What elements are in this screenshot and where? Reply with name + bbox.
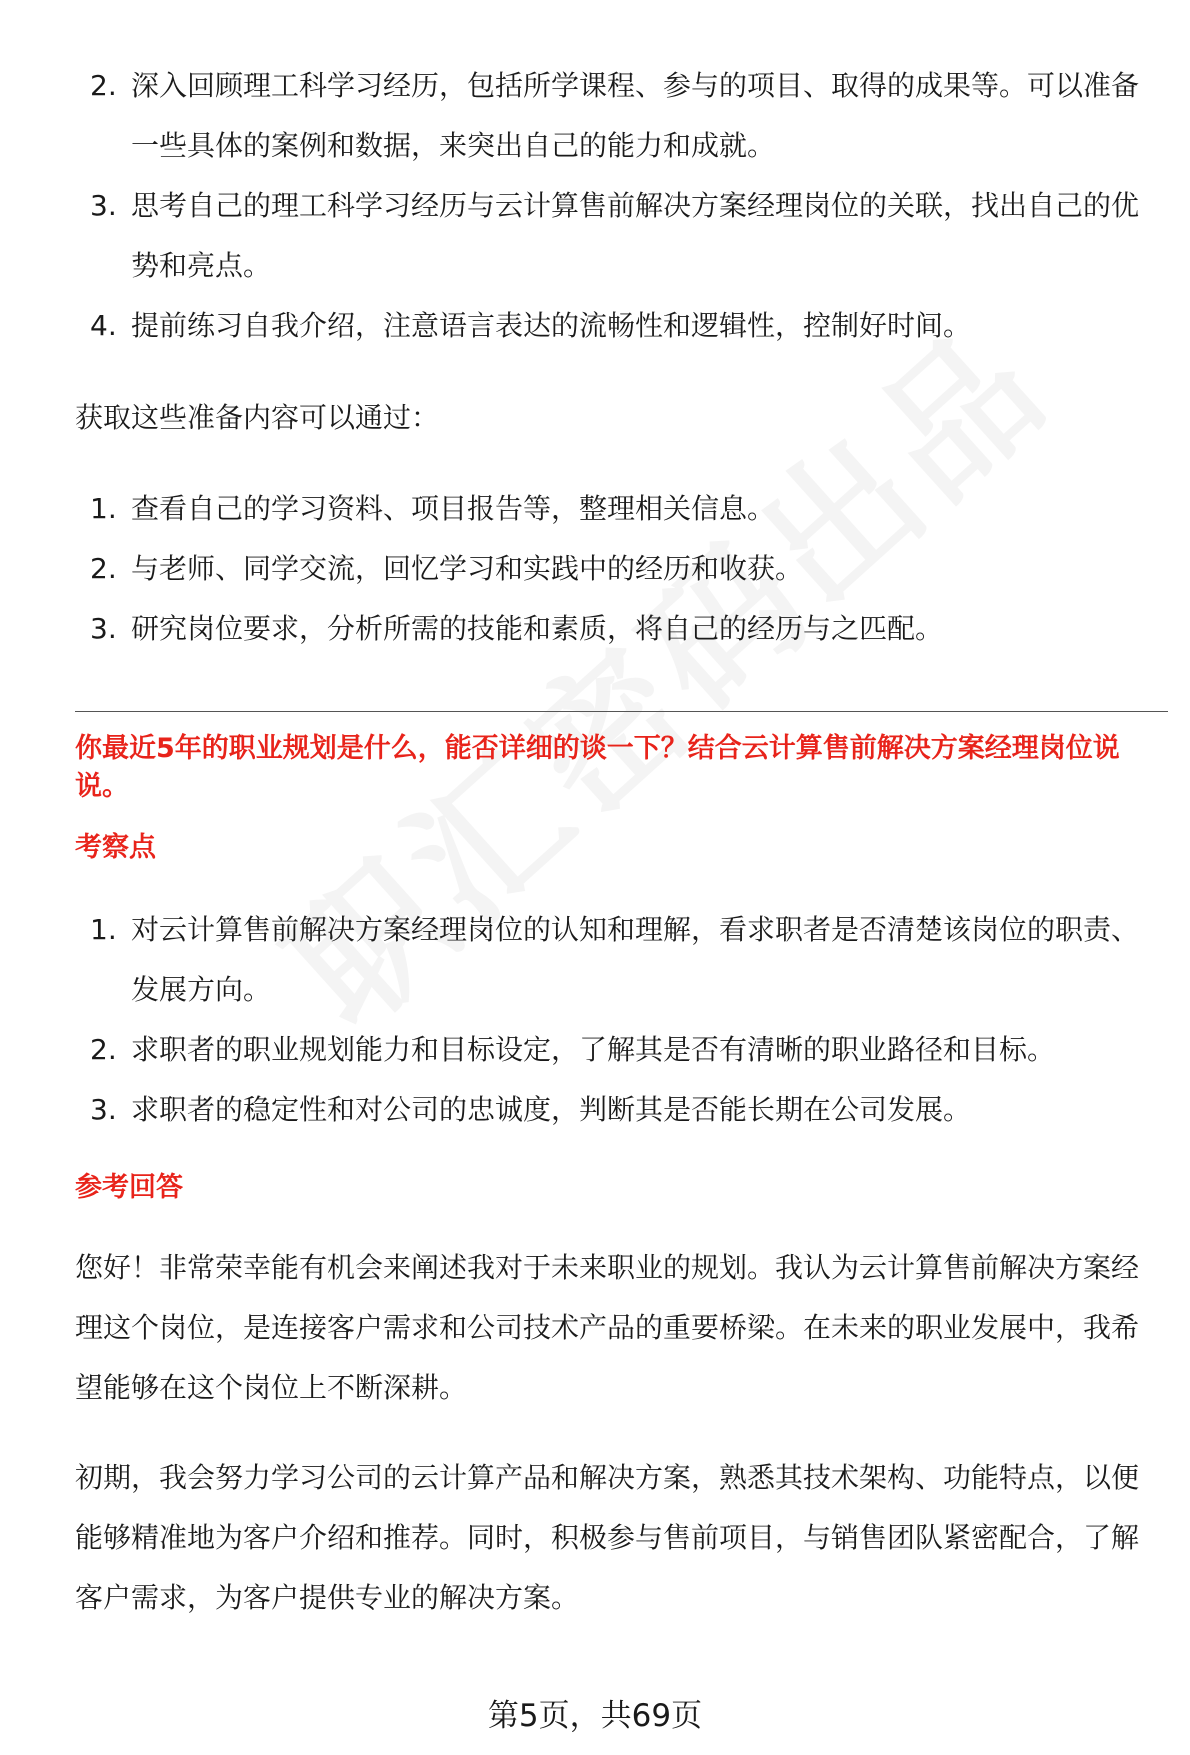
prep-list: [75, 56, 1165, 356]
list-number: 3.: [90, 1093, 117, 1126]
list-number: 2.: [90, 1033, 117, 1066]
get-content-list: [75, 479, 1165, 659]
list-item: [75, 900, 1165, 1020]
list-text: 深入回顾理工科学习经历，包括所学课程、参与的项目、取得的成果等。可以准备一些具体的案例和数据，来突出自己的能力和成就。: [131, 69, 1140, 162]
list-text: 求职者的职业规划能力和目标设定，了解其是否有清晰的职业路径和目标。: [131, 1033, 1056, 1066]
examine-list: [75, 900, 1165, 1140]
get-content-intro: 获取这些准备内容可以通过：: [75, 401, 440, 434]
page-number-footer: 第5页，共69页: [487, 1698, 703, 1734]
section-divider: [75, 711, 1168, 712]
list-text: 思考自己的理工科学习经历与云计算售前解决方案经理岗位的关联，找出自己的优势和亮点。: [131, 189, 1140, 282]
list-number: 2.: [90, 552, 117, 585]
list-number: 4.: [90, 309, 117, 342]
list-item: [75, 599, 1165, 659]
list-text: 提前练习自我介绍，注意语言表达的流畅性和逻辑性，控制好时间。: [131, 309, 972, 342]
list-number: 1.: [90, 913, 117, 946]
examine-heading: 考察点: [75, 832, 156, 863]
list-item: [75, 176, 1165, 296]
answer-heading: 参考回答: [75, 1172, 183, 1203]
list-text: 研究岗位要求，分析所需的技能和素质，将自己的经历与之匹配。: [131, 612, 944, 645]
list-text: 与老师、同学交流，回忆学习和实践中的经历和收获。: [131, 552, 804, 585]
list-item: [75, 1080, 1165, 1140]
list-number: 3.: [90, 189, 117, 222]
interview-question: 你最近5年的职业规划是什么，能否详细的谈一下？结合云计算售前解决方案经理岗位说说。: [75, 733, 1120, 802]
answer-paragraph: 初期，我会努力学习公司的云计算产品和解决方案，熟悉其技术架构、功能特点，以便能够精准地为客户介绍和推荐。同时，积极参与售前项目，与销售团队紧密配合，了解客户需求，为客户提供专业的解决方案。: [75, 1461, 1140, 1614]
list-item: [75, 1020, 1165, 1080]
list-item: [75, 539, 1165, 599]
list-item: [75, 479, 1165, 539]
list-number: 1.: [90, 492, 117, 525]
list-text: 求职者的稳定性和对公司的忠诚度，判断其是否能长期在公司发展。: [131, 1093, 972, 1126]
list-text: 查看自己的学习资料、项目报告等，整理相关信息。: [131, 492, 776, 525]
list-number: 3.: [90, 612, 117, 645]
answer-paragraph: 您好！非常荣幸能有机会来阐述我对于未来职业的规划。我认为云计算售前解决方案经理这个岗位，是连接客户需求和公司技术产品的重要桥梁。在未来的职业发展中，我希望能够在这个岗位上不断深耕。: [75, 1251, 1140, 1404]
list-item: [75, 56, 1165, 176]
list-item: [75, 296, 1165, 356]
list-number: 2.: [90, 69, 117, 102]
list-text: 对云计算售前解决方案经理岗位的认知和理解，看求职者是否清楚该岗位的职责、发展方向。: [131, 913, 1140, 1006]
